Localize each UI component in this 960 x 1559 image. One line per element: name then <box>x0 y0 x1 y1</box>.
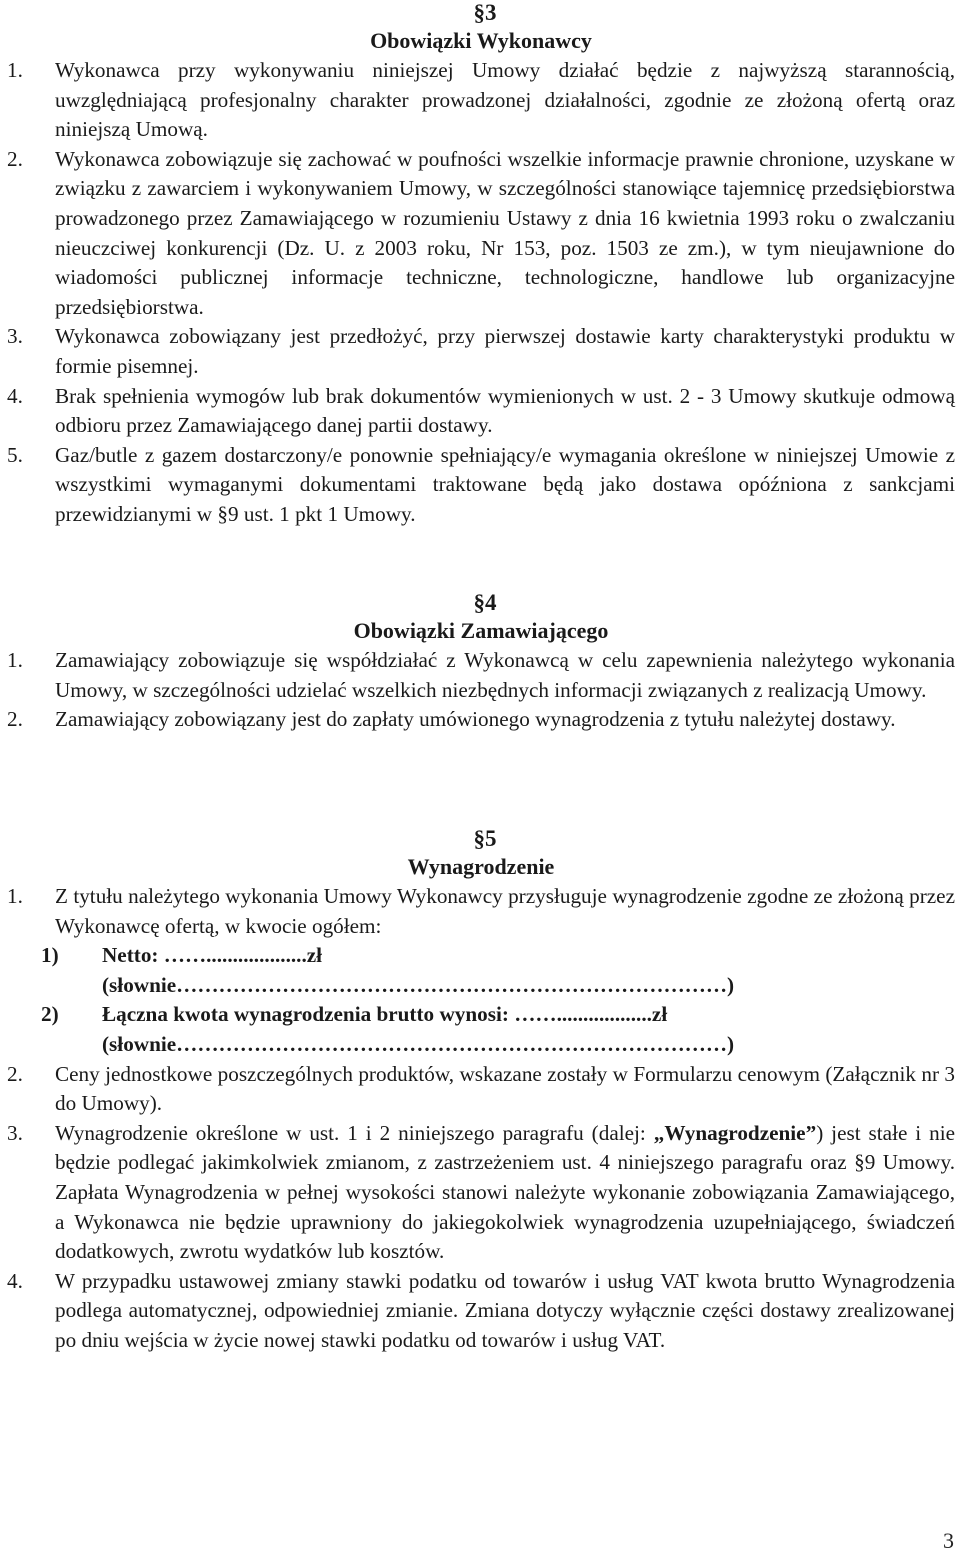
clause-number: 5. <box>7 442 23 467</box>
section-4 <box>7 590 955 735</box>
clause-text: Z tytułu należytego wykonania Umowy Wykonawcy przysługuje wynagrodzenie zgodne ze złożoną przez Wykonawcę ofertą, w kwocie ogółem: <box>55 884 955 938</box>
clause-item <box>7 1119 955 1267</box>
clause-text: Wykonawca zobowiązany jest przedłożyć, przy pierwszej dostawie karty charakterystyki produktu w formie pisemnej. <box>55 324 955 378</box>
section-number: §4 <box>473 590 497 615</box>
gross-amount-label: Łączna kwota wynagrodzenia brutto wynosi: ……..................zł <box>102 1002 668 1027</box>
clause-item <box>7 646 955 705</box>
amount-net-line <box>41 941 955 971</box>
clause-number: 1. <box>7 648 23 672</box>
net-amount-in-words: (słownie……………………………………………………………………) <box>102 972 735 997</box>
page-number: 3 <box>943 1528 954 1553</box>
clause-item <box>7 441 955 530</box>
clause-item <box>7 145 955 323</box>
clause-item <box>7 56 955 145</box>
clause-number: 2. <box>7 707 23 732</box>
clause-item <box>7 882 955 941</box>
clause-number: 4. <box>7 383 23 408</box>
clause-item <box>7 382 955 441</box>
net-amount-label: Netto: ……...................zł <box>102 943 323 968</box>
clause-item <box>7 705 955 735</box>
clause-text: Wykonawca przy wykonywaniu niniejszej Umowy działać będzie z najwyższą starannością, uwzględniającą profesjonalny charakter prowadzonej działalności, zgodnie ze złożoną ofertą oraz niniejszą Umową. <box>55 58 955 142</box>
clause-number: 4. <box>7 1268 23 1293</box>
gross-amount-in-words: (słownie……………………………………………………………………) <box>102 1031 735 1056</box>
section-number: §3 <box>473 0 497 25</box>
clause-text: Ceny jednostkowe poszczególnych produktów, wskazane zostały w Formularzu cenowym (Załącznik nr 3 do Umowy). <box>55 1061 955 1116</box>
defined-term: „Wynagrodzenie” <box>653 1120 817 1145</box>
amount-gross-line <box>41 1000 955 1030</box>
clause-text-start: Wynagrodzenie określone w ust. 1 i 2 niniejszego paragrafu (dalej: <box>55 1120 654 1145</box>
clause-item <box>7 1060 955 1119</box>
clause-text-rest: ) jest stałe i nie będzie podlegać jakimkolwiek zmianom, z zastrzeżeniem ust. 4 niniejszego paragrafu oraz §9 Umowy. Zapłata Wynagrodzenia w pełnej wysokości stanowi należyte wykonanie zobowiązania Zamawiającego, a Wykonawca nie będzie uprawniony do jakiegokolwiek wynagrodzenia uzupełniającego, świadczeń dodatkowych, zwrotu wydatków lub kosztów. <box>55 1120 956 1264</box>
section-title: Obowiązki Zamawiającego <box>353 618 609 643</box>
clause-text: Brak spełnienia wymogów lub brak dokumentów wymienionych w ust. 2 - 3 Umowy skutkuje odmową odbioru przez Zamawiającego danej partii dostawy. <box>55 383 955 438</box>
section-number: §5 <box>473 826 497 851</box>
clause-text: Zamawiający zobowiązany jest do zapłaty umówionego wynagrodzenia z tytułu należytej dostawy. <box>55 707 896 732</box>
section-3 <box>7 0 955 530</box>
clause-number: 3. <box>7 324 23 349</box>
sub-item-number: 1) <box>41 943 59 968</box>
clause-number: 1. <box>7 884 23 908</box>
sub-item-number: 2) <box>41 1002 59 1027</box>
clause-text: Gaz/butle z gazem dostarczony/e ponownie spełniający/e wymagania określone w niniejszej Umowie z wszystkimi wymaganymi dokumentami traktowane będą jako dostawa opóźniona z sankcjami przewidzianymi w §9 ust. 1 pkt 1 Umowy. <box>55 442 955 526</box>
clause-number: 2. <box>7 146 23 171</box>
section-5 <box>7 826 955 1356</box>
clause-number: 1. <box>7 58 23 82</box>
clause-number: 2. <box>7 1061 23 1086</box>
clause-text: Zamawiający zobowiązuje się współdziałać z Wykonawcą w celu zapewnienia należytego wykonania Umowy, w szczególności udzielać wszelkich niezbędnych informacji związanych z realizacją Umowy. <box>55 648 955 702</box>
clause-item <box>7 1267 955 1356</box>
clause-text: W przypadku ustawowej zmiany stawki podatku od towarów i usług VAT kwota brutto Wynagrodzenia podlega automatycznej, odpowiedniej zmianie. Zmiana dotyczy wyłącznie części dostawy zrealizowanej po dniu wejścia w życie nowej stawki podatku od towarów i usług VAT. <box>55 1268 955 1352</box>
section-title: Obowiązki Wykonawcy <box>370 28 592 53</box>
clause-text: Wykonawca zobowiązuje się zachować w poufności wszelkie informacje prawnie chronione, uzyskane w związku z zawarciem i wykonywaniem Umowy, w szczególności stanowiące tajemnicę przedsiębiorstwa prowadzonego przez Zamawiającego w rozumieniu Ustawy z dnia 16 kwietnia 1993 roku o zwalczaniu nieuczciwej konkurencji (Dz. U. z 2003 roku, Nr 153, poz. 1503 ze zm.), w tym nieujawnione do wiadomości publicznej informacje techniczne, technologiczne, handlowe lub organizacyjne przedsiębiorstwa. <box>55 146 955 319</box>
clause-item <box>7 322 955 381</box>
clause-number: 3. <box>7 1120 23 1145</box>
section-title: Wynagrodzenie <box>407 854 555 879</box>
